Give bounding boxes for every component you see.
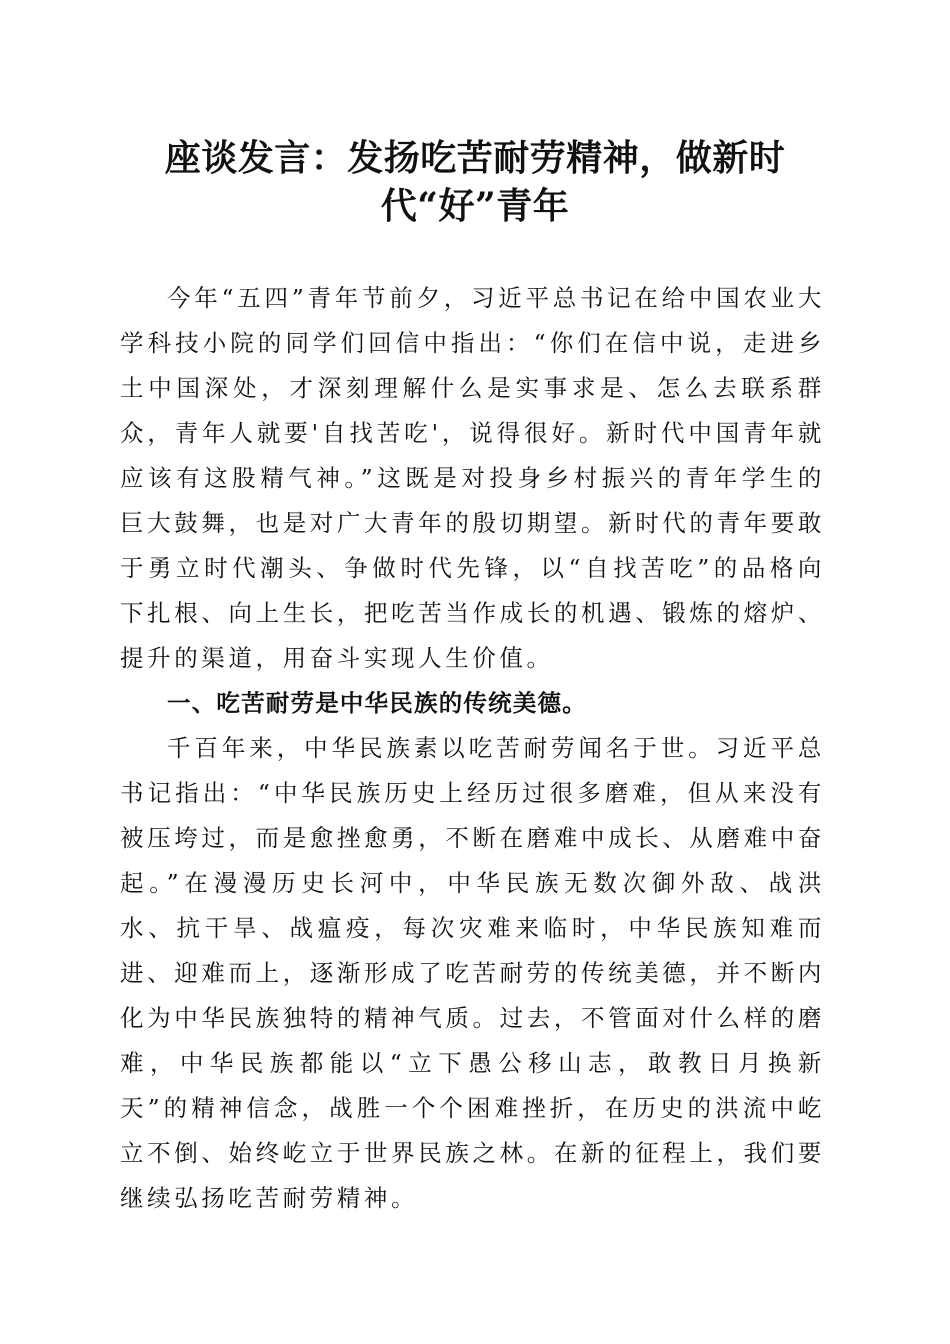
title-line-2: 代“好”青年 (380, 185, 570, 227)
paragraph-intro: 今年“五四”青年节前夕，习近平总书记在给中国农业大学科技小院的同学们回信中指出：“你们在信中说，走进乡土中国深处，才深刻理解什么是实事求是、怎么去联系群众，青年人就要'自找苦吃'，说得很好。新时代中国青年就应该有这股精气神。”这既是对投身乡村振兴的青年学生的巨大鼓舞，也是对广大青年的殷切期望。新时代的青年要敢于勇立时代潮头、争做时代先锋，以“自找苦吃”的品格向下扎根、向上生长，把吃苦当作成长的机遇、锻炼的熔炉、提升的渠道，用奋斗实现人生价值。 (120, 284, 825, 672)
document-body (120, 276, 825, 1221)
paragraph-section-1: 千百年来，中华民族素以吃苦耐劳闻名于世。习近平总书记指出：“中华民族历史上经历过很多磨难，但从来没有被压垮过，而是愈挫愈勇，不断在磨难中成长、从磨难中奋起。”在漫漫历史长河中，中华民族无数次御外敌、战洪水、抗干旱、战瘟疫，每次灾难来临时，中华民族知难而进、迎难而上，逐渐形成了吃苦耐劳的传统美德，并不断内化为中华民族独特的精神气质。过去，不管面对什么样的磨难，中华民族都能以“立下愚公移山志，敢教日月换新天”的精神信念，战胜一个个困难挫折，在历史的洪流中屹立不倒、始终屹立于世界民族之林。在新的征程上，我们要继续弘扬吃苦耐劳精神。 (120, 734, 825, 1212)
section-heading-1: 一、吃苦耐劳是中华民族的传统美德。 (167, 689, 587, 717)
title-line-1: 座谈发言：发扬吃苦耐劳精神，做新时 (164, 137, 786, 179)
document-title (100, 134, 850, 230)
